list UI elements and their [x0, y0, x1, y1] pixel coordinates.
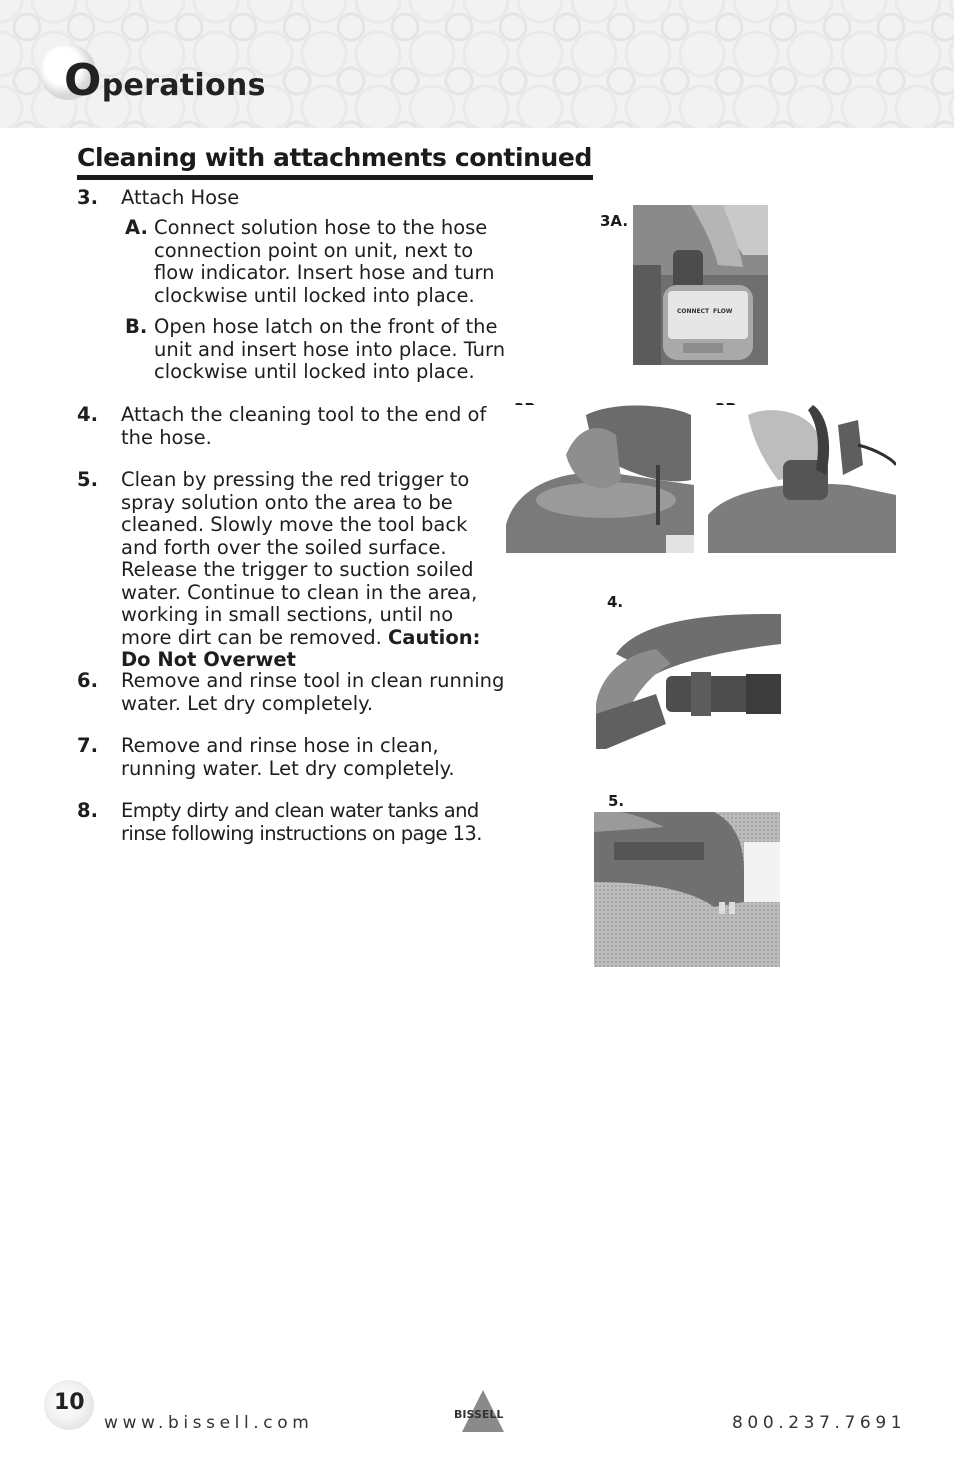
step-text: Attach Hose	[121, 186, 240, 209]
photo-3a-hose-connection	[633, 205, 768, 365]
step-text: Attach the cleaning tool to the end of the hose.	[121, 403, 487, 449]
footer-phone: 800.237.7691	[732, 1413, 907, 1433]
page-title-initial: O	[64, 55, 102, 106]
step-text: Remove and rinse hose in clean, running water. Let dry completely.	[121, 734, 455, 780]
photo-4-attach-tool	[596, 614, 781, 749]
footer-website[interactable]: www.bissell.com	[104, 1413, 314, 1433]
step-3	[77, 187, 507, 210]
step-number: 4.	[77, 403, 98, 426]
photo-label-flow: FLOW	[713, 308, 733, 315]
step-number: 5.	[77, 468, 98, 491]
step-4	[77, 404, 507, 449]
photo-3b-hose-insert	[506, 405, 694, 553]
step-5	[77, 469, 507, 672]
photo-label-connect: CONNECT	[677, 308, 710, 315]
step-3b	[125, 316, 510, 384]
step-6	[77, 670, 507, 715]
step-text	[121, 469, 507, 672]
substep-label: B.	[125, 315, 148, 338]
figure-label-3a: 3A.	[600, 212, 629, 230]
step-text: Empty dirty and clean water tanks and rinse following instructions on page 13.	[121, 799, 482, 845]
step-text: Remove and rinse tool in clean running water. Let dry completely.	[121, 669, 505, 715]
photo-5-cleaning-carpet	[594, 812, 780, 967]
step-text-body: Clean by pressing the red trigger to spray solution onto the area to be cleaned. Slowly move the tool back and forth over the soiled surface. Release the trigger to suction soiled water. Continue to clean in the area, working in small sections, until no more dirt can be removed.	[121, 468, 478, 649]
figure-label-4: 4.	[607, 593, 624, 611]
step-8	[77, 800, 507, 845]
substep-text: Connect solution hose to the hose connection point on unit, next to flow indicator. Insert hose and turn clockwise until locked into place.	[154, 216, 495, 307]
brand-wordmark: BISSELL	[454, 1408, 504, 1421]
step-number: 3.	[77, 186, 98, 209]
substep-label: A.	[125, 216, 148, 239]
page-number: 10	[54, 1390, 85, 1415]
page-title	[64, 55, 266, 106]
step-number: 8.	[77, 799, 98, 822]
step-7	[77, 735, 507, 780]
substep-text: Open hose latch on the front of the unit and insert hose into place. Turn clockwise until locked into place.	[154, 315, 506, 383]
figure-label-5: 5.	[608, 792, 625, 810]
section-heading: Cleaning with attachments continued	[77, 142, 593, 180]
caution-note: Caution: Do Not Overwet	[121, 625, 481, 671]
step-3a	[125, 217, 510, 307]
photo-3b-hose-latch	[708, 405, 896, 553]
page-title-rest: perations	[101, 68, 266, 103]
step-number: 7.	[77, 734, 98, 757]
step-number: 6.	[77, 669, 98, 692]
brand-logo	[448, 1388, 518, 1434]
